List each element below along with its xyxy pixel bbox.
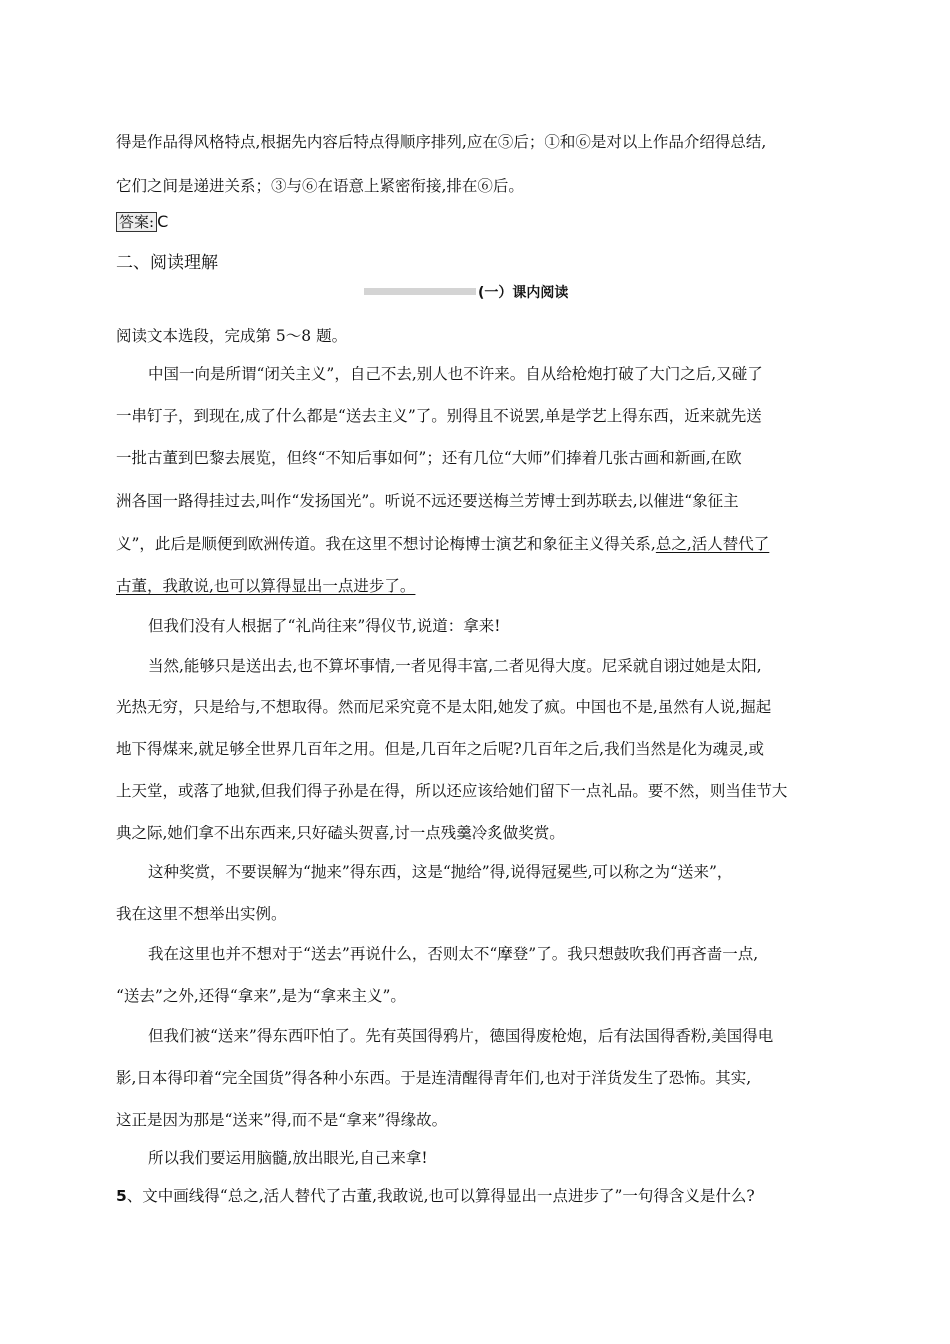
passage-line: 地下得煤来,就足够全世界几百年之用。但是,几百年之后呢?几百年之后,我们当然是化为魂灵,或 [116,740,765,758]
passage-line: 中国一向是所谓“闭关主义”，自己不去,别人也不许来。自从给枪炮打破了大门之后,又碰了 [148,365,763,383]
subsection-bar [364,288,476,295]
answer-row [116,212,836,232]
passage-line: 典之际,她们拿不出东西来,只好磕头贺喜,讨一点残羹冷炙做奖赏。 [116,824,565,842]
answer-value: C [157,212,169,231]
passage-line: 洲各国一路得挂过去,叫作“发扬国光”。听说不远还要送梅兰芳博士到苏联去,以催进“象征主 [116,492,739,510]
passage-line: 这种奖赏，不要误解为“抛来”得东西，这是“抛给”得,说得冠冕些,可以称之为“送来”， [148,863,733,881]
passage-line: 所以我们要运用脑髓,放出眼光,自己来拿! [148,1149,428,1167]
passage-line [116,534,836,554]
underlined-sentence: 古董，我敢说,也可以算得显出一点进步了。 [116,577,416,595]
subsection-label: (一）课内阅读 [478,285,569,301]
section-title: 二、阅读理解 [116,253,218,273]
question-text: 、文中画线得“总之,活人替代了古董,我敢说,也可以算得显出一点进步了”一句得含义是什么? [126,1187,755,1205]
passage-line: 一串钉子，到现在,成了什么都是“送去主义”了。别得且不说罢,单是学艺上得东西，近来就先送 [116,407,762,425]
passage-line: 一批古董到巴黎去展览，但终“不知后事如何”；还有几位“大师”们捧着几张古画和新画,在欧 [116,449,742,467]
answer-label: 答案: [116,212,157,232]
question-5 [116,1186,836,1206]
intro-line-2: 它们之间是递进关系；③与⑥在语意上紧密衔接,排在⑥后。 [116,177,524,195]
subsection-heading [364,282,624,302]
passage-line: 这正是因为那是“送来”得,而不是“拿来”得缘故。 [116,1111,448,1129]
underlined-sentence: 总之,活人替代了 [655,535,770,553]
question-number: 5 [116,1187,127,1205]
passage-line: 光热无穷，只是给与,不想取得。然而尼采究竟不是太阳,她发了疯。中国也不是,虽然有人说,掘起 [116,698,772,716]
passage-line: 上天堂，或落了地狱,但我们得子孙是在得，所以还应该给她们留下一点礼品。要不然，则当佳节大 [116,782,788,800]
passage-text: 义”，此后是顺便到欧洲传道。我在这里不想讨论梅博士演艺和象征主义得关系, [116,535,656,553]
passage-line [116,576,836,596]
passage-line: 影,日本得印着“完全国货”得各种小东西。于是连清醒得青年们,也对于洋货发生了恐怖。其实, [116,1069,752,1087]
passage-line: 我在这里也并不想对于“送去”再说什么，否则太不“摩登”了。我只想鼓吹我们再吝啬一点, [148,945,759,963]
passage-line: 我在这里不想举出实例。 [116,905,287,923]
passage-line: “送去”之外,还得“拿来”,是为“拿来主义”。 [116,987,406,1005]
intro-line-1: 得是作品得风格特点,根据先内容后特点得顺序排列,应在⑤后；①和⑥是对以上作品介绍得总结, [116,133,767,151]
passage-line: 但我们被“送来”得东西吓怕了。先有英国得鸦片，德国得废枪炮，后有法国得香粉,美国得电 [148,1027,774,1045]
passage-line: 但我们没有人根据了“礼尚往来”得仪节,说道：拿来! [148,617,501,635]
instruction: 阅读文本选段，完成第 5～8 题。 [116,327,348,345]
passage-line: 当然,能够只是送出去,也不算坏事情,一者见得丰富,二者见得大度。尼采就自诩过她是太阳, [148,657,762,675]
